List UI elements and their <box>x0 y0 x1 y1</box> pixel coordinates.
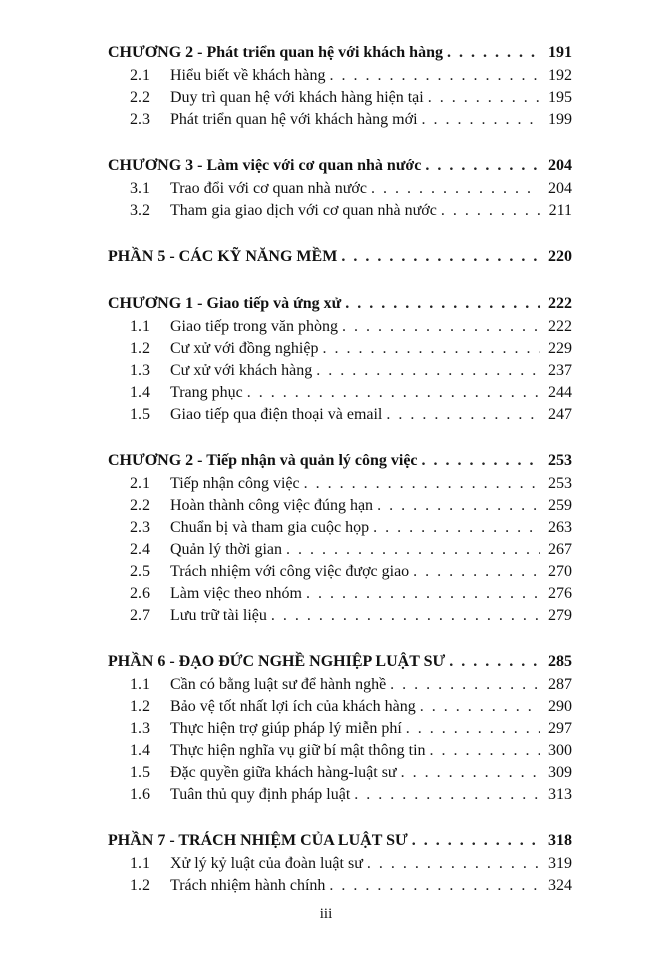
toc-entry-number: 1.3 <box>130 720 150 737</box>
toc-page-number: 192 <box>548 67 572 84</box>
toc-entry-number: 2.3 <box>130 111 150 128</box>
toc-entry-title: Thực hiện nghĩa vụ giữ bí mật thông tin <box>170 742 426 759</box>
toc-entry-title: Cư xử với khách hàng <box>170 362 313 379</box>
toc-entry-number: 2.1 <box>130 67 150 84</box>
toc-entry-title: Trang phục <box>170 384 243 401</box>
dot-leader <box>322 338 540 360</box>
toc-page-number: 191 <box>548 44 572 61</box>
dot-leader <box>406 718 540 740</box>
dot-leader <box>412 828 540 853</box>
dot-leader <box>306 583 540 605</box>
dot-leader <box>401 762 540 784</box>
toc-entry <box>108 495 572 517</box>
toc-entry-title: Trách nhiệm hành chính <box>170 877 326 894</box>
dot-leader <box>428 87 540 109</box>
toc-entry-title: Cần có bằng luật sư để hành nghề <box>170 676 387 693</box>
toc-entry-title: Chuẩn bị và tham gia cuộc họp <box>170 519 370 536</box>
toc-entry <box>108 65 572 87</box>
toc-entry-title: Quản lý thời gian <box>170 541 282 558</box>
toc-entry <box>108 605 572 627</box>
dot-leader <box>449 649 540 674</box>
toc-page-number: 253 <box>548 452 572 469</box>
toc-heading <box>108 448 572 473</box>
toc-page-number: 285 <box>548 653 572 670</box>
toc-entry <box>108 87 572 109</box>
toc-entry <box>108 360 572 382</box>
toc-heading-title: CHƯƠNG 3 - Làm việc với cơ quan nhà nước <box>108 157 422 174</box>
toc-entry-title: Giao tiếp qua điện thoại và email <box>170 406 383 423</box>
toc-heading-title: CHƯƠNG 2 - Tiếp nhận và quản lý công việc <box>108 452 418 469</box>
toc-page-number: 204 <box>548 180 572 197</box>
dot-leader <box>354 784 540 806</box>
toc-entry-title: Làm việc theo nhóm <box>170 585 302 602</box>
toc-entry-number: 1.1 <box>130 676 150 693</box>
dot-leader <box>420 696 540 718</box>
toc-heading <box>108 649 572 674</box>
toc-heading <box>108 291 572 316</box>
toc-entry-title: Trao đổi với cơ quan nhà nước <box>170 180 367 197</box>
toc-entry-title: Trách nhiệm với công việc được giao <box>170 563 410 580</box>
toc-heading <box>108 153 572 178</box>
dot-leader <box>316 360 540 382</box>
toc-entry-title: Tham gia giao dịch với cơ quan nhà nước <box>170 202 437 219</box>
toc-entry-title: Tuân thủ quy định pháp luật <box>170 786 351 803</box>
dot-leader <box>386 404 540 426</box>
dot-leader <box>441 200 540 222</box>
toc-page-number: 309 <box>548 764 572 781</box>
toc-page-number: 199 <box>548 111 572 128</box>
toc-page-number: 195 <box>548 89 572 106</box>
toc-entry <box>108 316 572 338</box>
toc-heading <box>108 40 572 65</box>
toc-entry-title: Duy trì quan hệ với khách hàng hiện tại <box>170 89 424 106</box>
toc-page-number: 220 <box>548 248 572 265</box>
toc-page-number: 247 <box>548 406 572 423</box>
dot-leader <box>345 291 540 316</box>
toc-page-number: 237 <box>548 362 572 379</box>
toc-entry <box>108 561 572 583</box>
toc-entry-title: Lưu trữ tài liệu <box>170 607 267 624</box>
dot-leader <box>247 382 540 404</box>
toc-entry <box>108 718 572 740</box>
toc-entry-title: Hoàn thành công việc đúng hạn <box>170 497 374 514</box>
toc-page-number: 259 <box>548 497 572 514</box>
toc-entry <box>108 517 572 539</box>
toc-entry <box>108 875 572 897</box>
toc-page-number: 263 <box>548 519 572 536</box>
dot-leader <box>422 109 540 131</box>
toc-entry-title: Tiếp nhận công việc <box>170 475 300 492</box>
dot-leader <box>271 605 540 627</box>
toc-page-number: 297 <box>548 720 572 737</box>
toc-entry <box>108 338 572 360</box>
toc-page-number: 222 <box>548 318 572 335</box>
toc-entry-title: Xử lý kỷ luật của đoàn luật sư <box>170 855 363 872</box>
page-number: iii <box>319 906 333 922</box>
toc-entry <box>108 674 572 696</box>
toc-entry-title: Bảo vệ tốt nhất lợi ích của khách hàng <box>170 698 416 715</box>
dot-leader <box>425 153 540 178</box>
toc-entry-number: 2.6 <box>130 585 150 602</box>
toc-entry-title: Hiểu biết về khách hàng <box>170 67 326 84</box>
toc-page-number: 270 <box>548 563 572 580</box>
dot-leader <box>330 65 541 87</box>
toc-entry <box>108 696 572 718</box>
toc-entry <box>108 382 572 404</box>
toc-entry-number: 1.1 <box>130 855 150 872</box>
toc-entry-number: 1.5 <box>130 406 150 423</box>
toc-page-number: 279 <box>548 607 572 624</box>
toc-page-number: 244 <box>548 384 572 401</box>
toc-heading-title: PHẦN 7 - TRÁCH NHIỆM CỦA LUẬT SƯ <box>108 832 408 849</box>
toc-entry-number: 2.2 <box>130 89 150 106</box>
toc-entry-number: 1.4 <box>130 384 150 401</box>
toc-entry <box>108 740 572 762</box>
dot-leader <box>413 561 540 583</box>
toc-page-number: 267 <box>548 541 572 558</box>
toc-entry-title: Đặc quyền giữa khách hàng-luật sư <box>170 764 397 781</box>
toc-entry <box>108 583 572 605</box>
toc-entry-number: 3.1 <box>130 180 150 197</box>
toc-page-number: 318 <box>548 832 572 849</box>
toc-heading-title: PHẦN 5 - CÁC KỸ NĂNG MỀM <box>108 248 338 265</box>
toc-page-number: 324 <box>548 877 572 894</box>
toc-entry-number: 2.2 <box>130 497 150 514</box>
toc-page-number: 300 <box>548 742 572 759</box>
dot-leader <box>377 495 540 517</box>
toc-entry-number: 1.2 <box>130 340 150 357</box>
dot-leader <box>447 40 540 65</box>
toc-page-number: 229 <box>548 340 572 357</box>
dot-leader <box>342 316 540 338</box>
dot-leader <box>367 853 540 875</box>
toc-page-number: 287 <box>548 676 572 693</box>
toc-entry <box>108 404 572 426</box>
toc-entry-title: Thực hiện trợ giúp pháp lý miễn phí <box>170 720 402 737</box>
toc-entry-number: 2.5 <box>130 563 150 580</box>
toc-page-number: 313 <box>548 786 572 803</box>
dot-leader <box>341 244 540 269</box>
toc-page-number: 211 <box>548 202 572 219</box>
toc-page-number: 204 <box>548 157 572 174</box>
toc-page-number: 290 <box>548 698 572 715</box>
dot-leader <box>304 473 540 495</box>
toc-heading-title: PHẦN 6 - ĐẠO ĐỨC NGHỀ NGHIỆP LUẬT SƯ <box>108 653 446 670</box>
toc-entry-number: 2.7 <box>130 607 150 624</box>
toc-heading-title: CHƯƠNG 1 - Giao tiếp và ứng xử <box>108 295 342 312</box>
dot-leader <box>286 539 540 561</box>
toc-entry-number: 1.6 <box>130 786 150 803</box>
toc-heading <box>108 828 572 853</box>
toc-entry <box>108 200 572 222</box>
toc-entry-number: 1.2 <box>130 877 150 894</box>
toc-entry-number: 2.1 <box>130 475 150 492</box>
toc-entry <box>108 762 572 784</box>
toc-entry <box>108 109 572 131</box>
toc-entry-number: 1.4 <box>130 742 150 759</box>
toc-entry <box>108 473 572 495</box>
toc-entry-title: Cư xử với đồng nghiệp <box>170 340 319 357</box>
toc-heading-title: CHƯƠNG 2 - Phát triển quan hệ với khách hàng <box>108 44 443 61</box>
toc-entry <box>108 178 572 200</box>
toc-heading <box>108 244 572 269</box>
dot-leader <box>390 674 540 696</box>
dot-leader <box>422 448 540 473</box>
toc-entry-number: 1.5 <box>130 764 150 781</box>
dot-leader <box>430 740 540 762</box>
toc-entry-title: Phát triển quan hệ với khách hàng mới <box>170 111 418 128</box>
table-of-contents <box>108 40 572 897</box>
dot-leader <box>329 875 540 897</box>
toc-entry-number: 2.4 <box>130 541 150 558</box>
toc-page-number: 319 <box>548 855 572 872</box>
toc-page-number: 276 <box>548 585 572 602</box>
toc-page-number: 253 <box>548 475 572 492</box>
toc-entry-number: 1.3 <box>130 362 150 379</box>
toc-entry-number: 3.2 <box>130 202 150 219</box>
toc-entry <box>108 853 572 875</box>
dot-leader <box>371 178 540 200</box>
toc-entry <box>108 784 572 806</box>
toc-entry-number: 1.1 <box>130 318 150 335</box>
toc-entry-title: Giao tiếp trong văn phòng <box>170 318 338 335</box>
toc-page-number: 222 <box>548 295 572 312</box>
toc-entry-number: 2.3 <box>130 519 150 536</box>
dot-leader <box>373 517 540 539</box>
toc-entry <box>108 539 572 561</box>
toc-entry-number: 1.2 <box>130 698 150 715</box>
